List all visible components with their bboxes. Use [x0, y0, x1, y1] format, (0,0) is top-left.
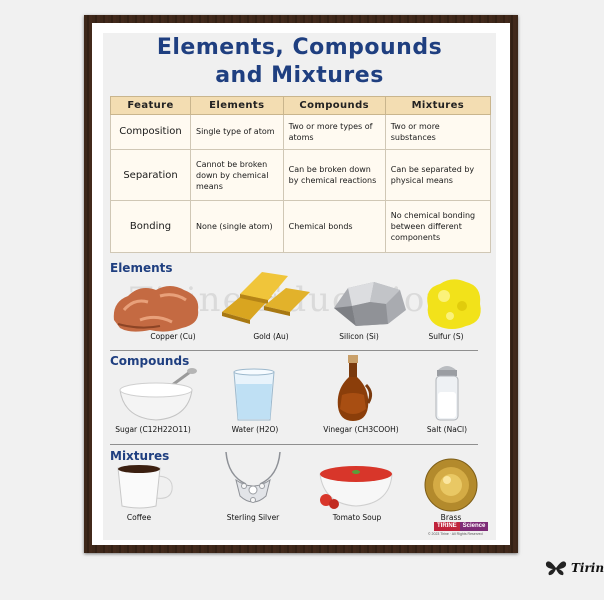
compound-label: Sugar (C12H22O11): [115, 425, 191, 434]
header-feature: Feature: [111, 97, 191, 115]
brand-part-1: TIRINE: [434, 522, 460, 531]
brand-logo: [434, 522, 488, 531]
water-glass-icon: [232, 368, 276, 422]
header-mixtures: Mixtures: [385, 97, 490, 115]
copyright-text: © 2023 Tirine · All Rights Reserved: [428, 532, 483, 536]
element-label: Copper (Cu): [150, 332, 196, 341]
salt-shaker-icon: [432, 362, 462, 422]
cell-mixtures: Can be separated by physical means: [385, 149, 490, 201]
element-label: Gold (Au): [253, 332, 289, 341]
title-line-2: and Mixtures: [215, 63, 384, 88]
silicon-chunk-icon: [330, 280, 408, 328]
signature-text: Tirin: [571, 561, 604, 575]
section-divider: [110, 350, 478, 351]
tomato-soup-icon: [316, 460, 396, 510]
compound-label: Water (H2O): [231, 425, 279, 434]
table-header-row: [111, 97, 491, 115]
elements-heading: Elements: [110, 261, 173, 275]
row-feature: Composition: [111, 115, 191, 150]
copper-nugget-icon: [110, 280, 202, 336]
row-feature: Separation: [111, 149, 191, 201]
sugar-bowl-icon: [116, 368, 196, 422]
cell-mixtures: No chemical bonding between different components: [385, 201, 490, 253]
title-line-1: Elements, Compounds: [156, 35, 443, 60]
sulfur-chunk-icon: [422, 276, 484, 332]
cell-elements: Single type of atom: [191, 115, 284, 150]
mixture-label: Sterling Silver: [226, 513, 280, 522]
cell-compounds: Can be broken down by chemical reactions: [283, 149, 385, 201]
compounds-heading: Compounds: [110, 354, 190, 368]
mixture-label: Tomato Soup: [332, 513, 382, 522]
table-row: [111, 201, 491, 253]
cell-compounds: Chemical bonds: [283, 201, 385, 253]
vinegar-bottle-icon: [332, 355, 374, 423]
poster-title: [103, 34, 496, 90]
compound-label: Vinegar (CH3COOH): [323, 425, 399, 434]
mixture-label: Brass: [440, 513, 462, 522]
compound-label: Salt (NaCl): [426, 425, 468, 434]
comparison-table: [110, 96, 491, 253]
cell-elements: Cannot be broken down by chemical means: [191, 149, 284, 201]
brand-part-2: Science: [460, 522, 489, 531]
butterfly-icon: [545, 560, 567, 576]
gold-bars-icon: [216, 266, 314, 326]
cell-compounds: Two or more types of atoms: [283, 115, 385, 150]
row-feature: Bonding: [111, 201, 191, 253]
table-row: [111, 115, 491, 150]
section-divider: [110, 444, 478, 445]
table-row: [111, 149, 491, 201]
brass-knob-icon: [424, 458, 478, 512]
mixture-label: Coffee: [126, 513, 152, 522]
cell-mixtures: Two or more substances: [385, 115, 490, 150]
mixtures-heading: Mixtures: [110, 449, 170, 463]
silver-necklace-icon: [222, 450, 284, 510]
element-label: Silicon (Si): [339, 332, 379, 341]
signature: [545, 560, 604, 576]
element-label: Sulfur (S): [428, 332, 464, 341]
coffee-cup-icon: [116, 462, 178, 510]
header-elements: Elements: [191, 97, 284, 115]
cell-elements: None (single atom): [191, 201, 284, 253]
header-compounds: Compounds: [283, 97, 385, 115]
